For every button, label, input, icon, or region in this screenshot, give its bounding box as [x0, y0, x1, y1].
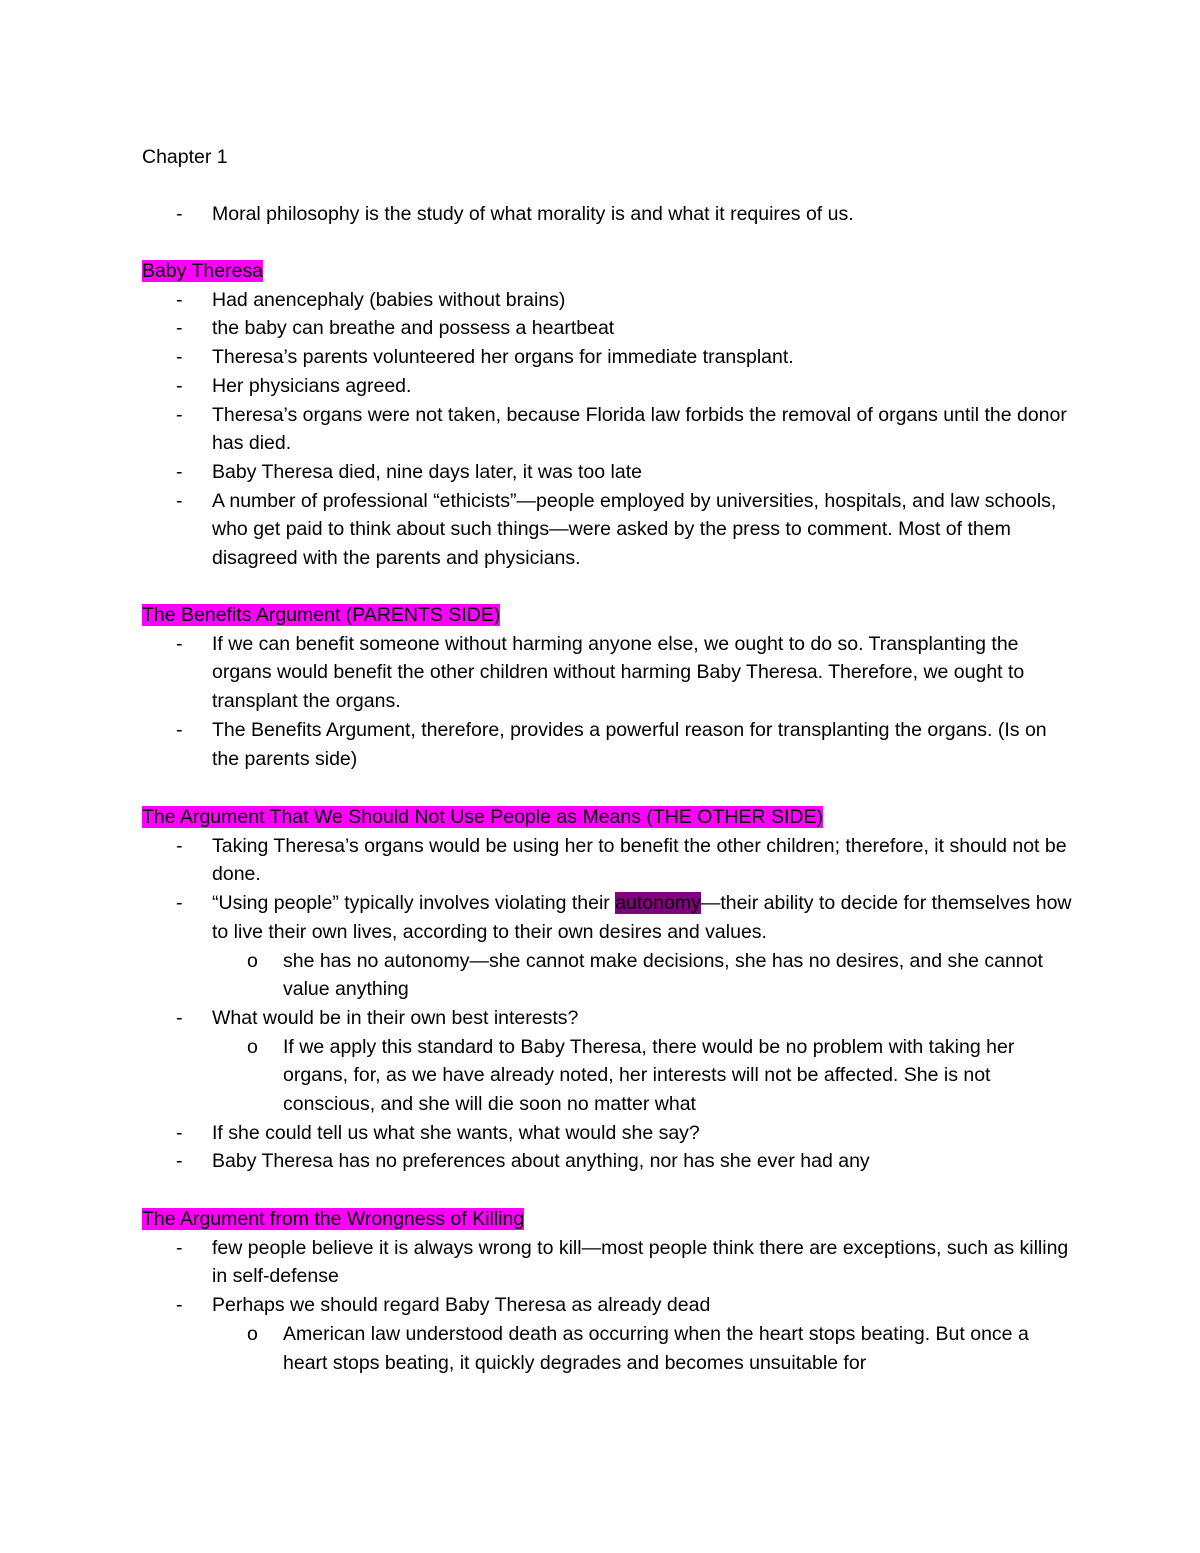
list-item: - Baby Theresa has no preferences about anything, nor has she ever had any [142, 1147, 1072, 1176]
list-item: - Moral philosophy is the study of what morality is and what it requires of us. [142, 200, 1072, 229]
dash-marker: - [176, 403, 183, 426]
dash-marker: - [176, 203, 183, 225]
list-item: - the baby can breathe and possess a heartbeat [142, 314, 1072, 343]
list-item: - Theresa’s organs were not taken, because Florida law forbids the removal of organs until the donor has died. [142, 401, 1072, 458]
list-item: - few people believe it is always wrong to kill—most people think there are exceptions, such as killing in self-defense [142, 1234, 1072, 1291]
list-item: - “Using people” typically involves violating their autonomy—their ability to decide for themselves how to live their own lives, according to their own desires and values. [142, 889, 1072, 946]
dash-marker: - [176, 1236, 183, 1259]
dash-marker: - [176, 374, 183, 397]
list-item: - Baby Theresa died, nine days later, it was too late [142, 458, 1072, 487]
section-heading: The Benefits Argument (PARENTS SIDE) [142, 604, 501, 626]
sub-list-item: o American law understood death as occurring when the heart stops beating. But once a heart stops beating, it quickly degrades and becomes unsuitable for [142, 1320, 1072, 1377]
list-item: - Her physicians agreed. [142, 372, 1072, 401]
autonomy-highlight: autonomy [615, 892, 701, 915]
list-item: - Taking Theresa’s organs would be using her to benefit the other children; therefore, it should not be done. [142, 832, 1072, 889]
sub-list-item: o If we apply this standard to Baby Theresa, there would be no problem with taking her organs, for, as we have already noted, her interests will not be affected. She is not conscious, and she will die soon no matter what [142, 1033, 1072, 1119]
dash-marker: - [176, 1294, 183, 1317]
dash-marker: - [176, 460, 183, 483]
circle-bullet-marker: o [247, 1035, 258, 1058]
benefits-argument-section [142, 601, 1072, 773]
dash-marker: - [176, 892, 183, 915]
list-item: - Perhaps we should regard Baby Theresa as already dead [142, 1291, 1072, 1320]
dash-marker: - [176, 1121, 183, 1144]
list-item: - Had anencephaly (babies without brains) [142, 286, 1072, 315]
dash-marker: - [176, 489, 183, 512]
dash-marker: - [176, 1006, 183, 1029]
section-heading: The Argument That We Should Not Use People as Means (THE OTHER SIDE) [142, 806, 823, 828]
dash-marker: - [176, 632, 183, 655]
killing-argument-section [142, 1205, 1072, 1377]
sub-list-item: o she has no autonomy—she cannot make decisions, she has no desires, and she cannot value anything [142, 947, 1072, 1004]
section-heading: The Argument from the Wrongness of Killing [142, 1208, 525, 1230]
list-item: - If we can benefit someone without harming anyone else, we ought to do so. Transplanting the organs would benefit the other children without harming Baby Theresa. Therefore, we ought to transplant the organs. [142, 630, 1072, 716]
dash-marker: - [176, 834, 183, 857]
baby-theresa-section [142, 257, 1072, 573]
circle-bullet-marker: o [247, 1322, 258, 1345]
dash-marker: - [176, 346, 183, 369]
dash-marker: - [176, 288, 183, 311]
list-item: - The Benefits Argument, therefore, provides a powerful reason for transplanting the organs. (Is on the parents side) [142, 716, 1072, 773]
page-title: Chapter 1 [142, 146, 228, 168]
circle-bullet-marker: o [247, 949, 258, 972]
dash-marker: - [176, 718, 183, 741]
means-argument-section [142, 803, 1072, 1176]
intro-section [142, 200, 1072, 229]
dash-marker: - [176, 317, 183, 340]
list-item: - Theresa’s parents volunteered her organs for immediate transplant. [142, 343, 1072, 372]
list-item: - If she could tell us what she wants, what would she say? [142, 1119, 1072, 1148]
list-item: - A number of professional “ethicists”—people employed by universities, hospitals, and law schools, who get paid to think about such things—were asked by the press to comment. Most of them disagreed with the parents and physicians. [142, 487, 1072, 573]
section-heading: Baby Theresa [142, 260, 264, 282]
list-item: - What would be in their own best interests? [142, 1004, 1072, 1033]
dash-marker: - [176, 1150, 183, 1173]
